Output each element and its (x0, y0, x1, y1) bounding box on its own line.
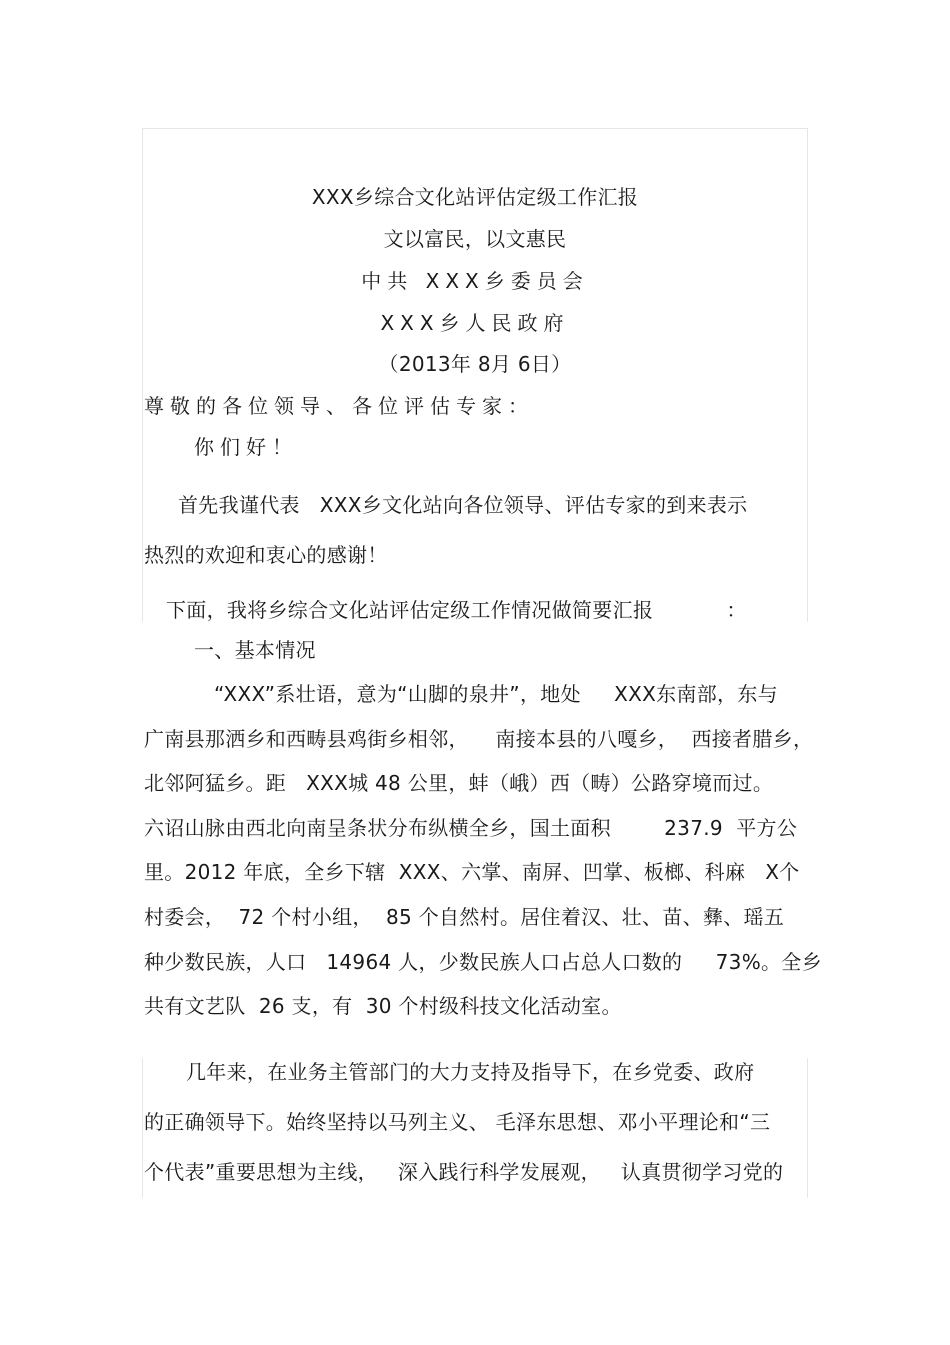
section-heading: 一、基本情况 (194, 638, 316, 662)
paragraph-line: 几年来，在业务主管部门的大力支持及指导下，在乡党委、政府 (186, 1060, 755, 1084)
transition-text: 下面，我将乡综合文化站评估定级工作情况做简要汇报 ： (166, 598, 747, 622)
paragraph-line: 个代表”重要思想为主线， 深入践行科学发展观， 认真贯彻学习党的 (144, 1160, 784, 1184)
paragraph-line: 六诏山脉由西北向南呈条状分布纵横全乡，国土面积 237.9 平方公 (144, 816, 798, 840)
intro-line-1: 首先我谨代表 XXX乡文化站向各位领导、评估专家的到来表示 (178, 493, 748, 517)
org-party-committee: 中共 XXX乡委员会 (361, 269, 589, 293)
paragraph-line: 的正确领导下。始终坚持以马列主义、 毛泽东思想、邓小平理论和“三 (144, 1110, 771, 1134)
intro-line-2: 热烈的欢迎和衷心的感谢！ (144, 543, 388, 567)
org-government: XXX乡人民政府 (380, 311, 570, 335)
report-date: （2013年 8月 6日） (378, 352, 572, 376)
salutation: 尊敬的各位领导、各位评估专家： (144, 394, 534, 418)
report-subtitle: 文以富民，以文惠民 (383, 227, 567, 251)
report-title: XXX乡综合文化站评估定级工作汇报 (311, 185, 639, 209)
greeting: 你们好！ (194, 435, 298, 459)
paragraph-line: “XXX”系壮语，意为“山脚的泉井”，地处 XXX东南部，东与 (214, 682, 778, 706)
paragraph-line: 广南县那洒乡和西畴县鸡街乡相邻， 南接本县的八嘎乡， 西接者腊乡， (144, 727, 814, 751)
paragraph-line: 里。2012 年底，全乡下辖 XXX、六掌、南屏、凹掌、板榔、科麻 X个 (144, 860, 800, 884)
paragraph-line: 种少数民族，人口 14964 人，少数民族人口占总人口数的 73%。全乡 (144, 950, 822, 974)
paragraph-line: 村委会， 72 个村小组， 85 个自然村。居住着汉、壮、苗、彝、瑶五 (144, 905, 785, 929)
paragraph-line: 北邻阿猛乡。距 XXX城 48 公里，蚌（峨）西（畴）公路穿境而过。 (144, 771, 774, 795)
paragraph-line: 共有文艺队 26 支，有 30 个村级科技文化活动室。 (144, 994, 622, 1018)
